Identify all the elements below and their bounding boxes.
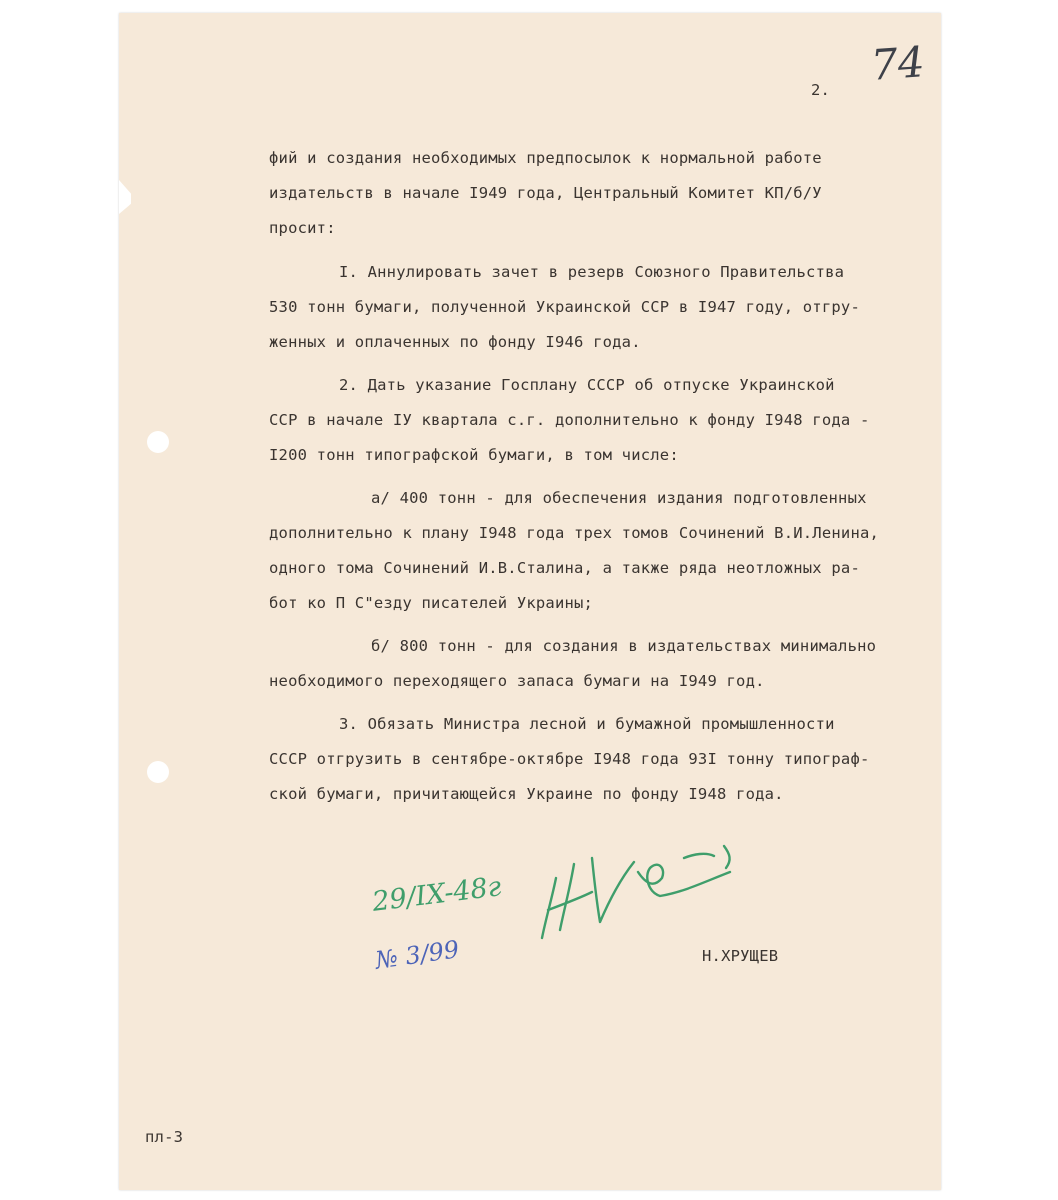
item2a-line-1: а/ 400 тонн - для обеспечения издания подготовленных [371, 489, 867, 507]
item3-line-1: 3. Обязать Министра лесной и бумажной промышленности [339, 715, 835, 733]
signatory-name: Н.ХРУЩЕВ [702, 947, 779, 965]
item2b-line-1: б/ 800 тонн - для создания в издательствах минимально [371, 637, 877, 655]
handwritten-date: 29/IX-48г [370, 871, 503, 918]
item2a-line-3: одного тома Сочинений И.В.Сталина, а также ряда неотложных ра- [269, 559, 860, 577]
item2-line-2: ССР в начале IУ квартала с.г. дополнительно к фонду I948 года - [269, 411, 870, 429]
item1-line-3: женных и оплаченных по фонду I946 года. [269, 333, 641, 351]
item2a-line-4: бот ко П С"езду писателей Украины; [269, 594, 594, 612]
intro-line-1: фий и создания необходимых предпосылок к нормальной работе [269, 149, 822, 167]
page-number: 2. [811, 81, 831, 99]
item1-line-2: 530 тонн бумаги, полученной Украинской ССР в I947 году, отгру- [269, 298, 860, 316]
item2-line-1: 2. Дать указание Госплану СССР об отпуске Украинской [339, 376, 835, 394]
item3-line-2: СССР отгрузить в сентябре-октябре I948 года 93I тонну типограф- [269, 750, 870, 768]
handwritten-registration-number: № 3/99 [373, 935, 461, 975]
item2b-line-2: необходимого переходящего запаса бумаги на I949 год. [269, 672, 765, 690]
folio-number-handwritten: 74 [869, 37, 927, 90]
document-sheet [119, 13, 941, 1190]
typed-text-body [119, 13, 941, 1190]
item2a-line-2: дополнительно к плану I948 года трех томов Сочинений В.И.Ленина, [269, 524, 880, 542]
item3-line-3: ской бумаги, причитающейся Украине по фонду I948 года. [269, 785, 784, 803]
item2-line-3: I200 тонн типографской бумаги, в том числе: [269, 446, 679, 464]
footer-code: пл-3 [145, 1128, 184, 1146]
intro-line-2: издательств в начале I949 года, Центральный Комитет КП/б/У [269, 184, 822, 202]
intro-line-3: просит: [269, 219, 336, 237]
item1-line-1: I. Аннулировать зачет в резерв Союзного Правительства [339, 263, 845, 281]
signature-image [534, 838, 749, 948]
